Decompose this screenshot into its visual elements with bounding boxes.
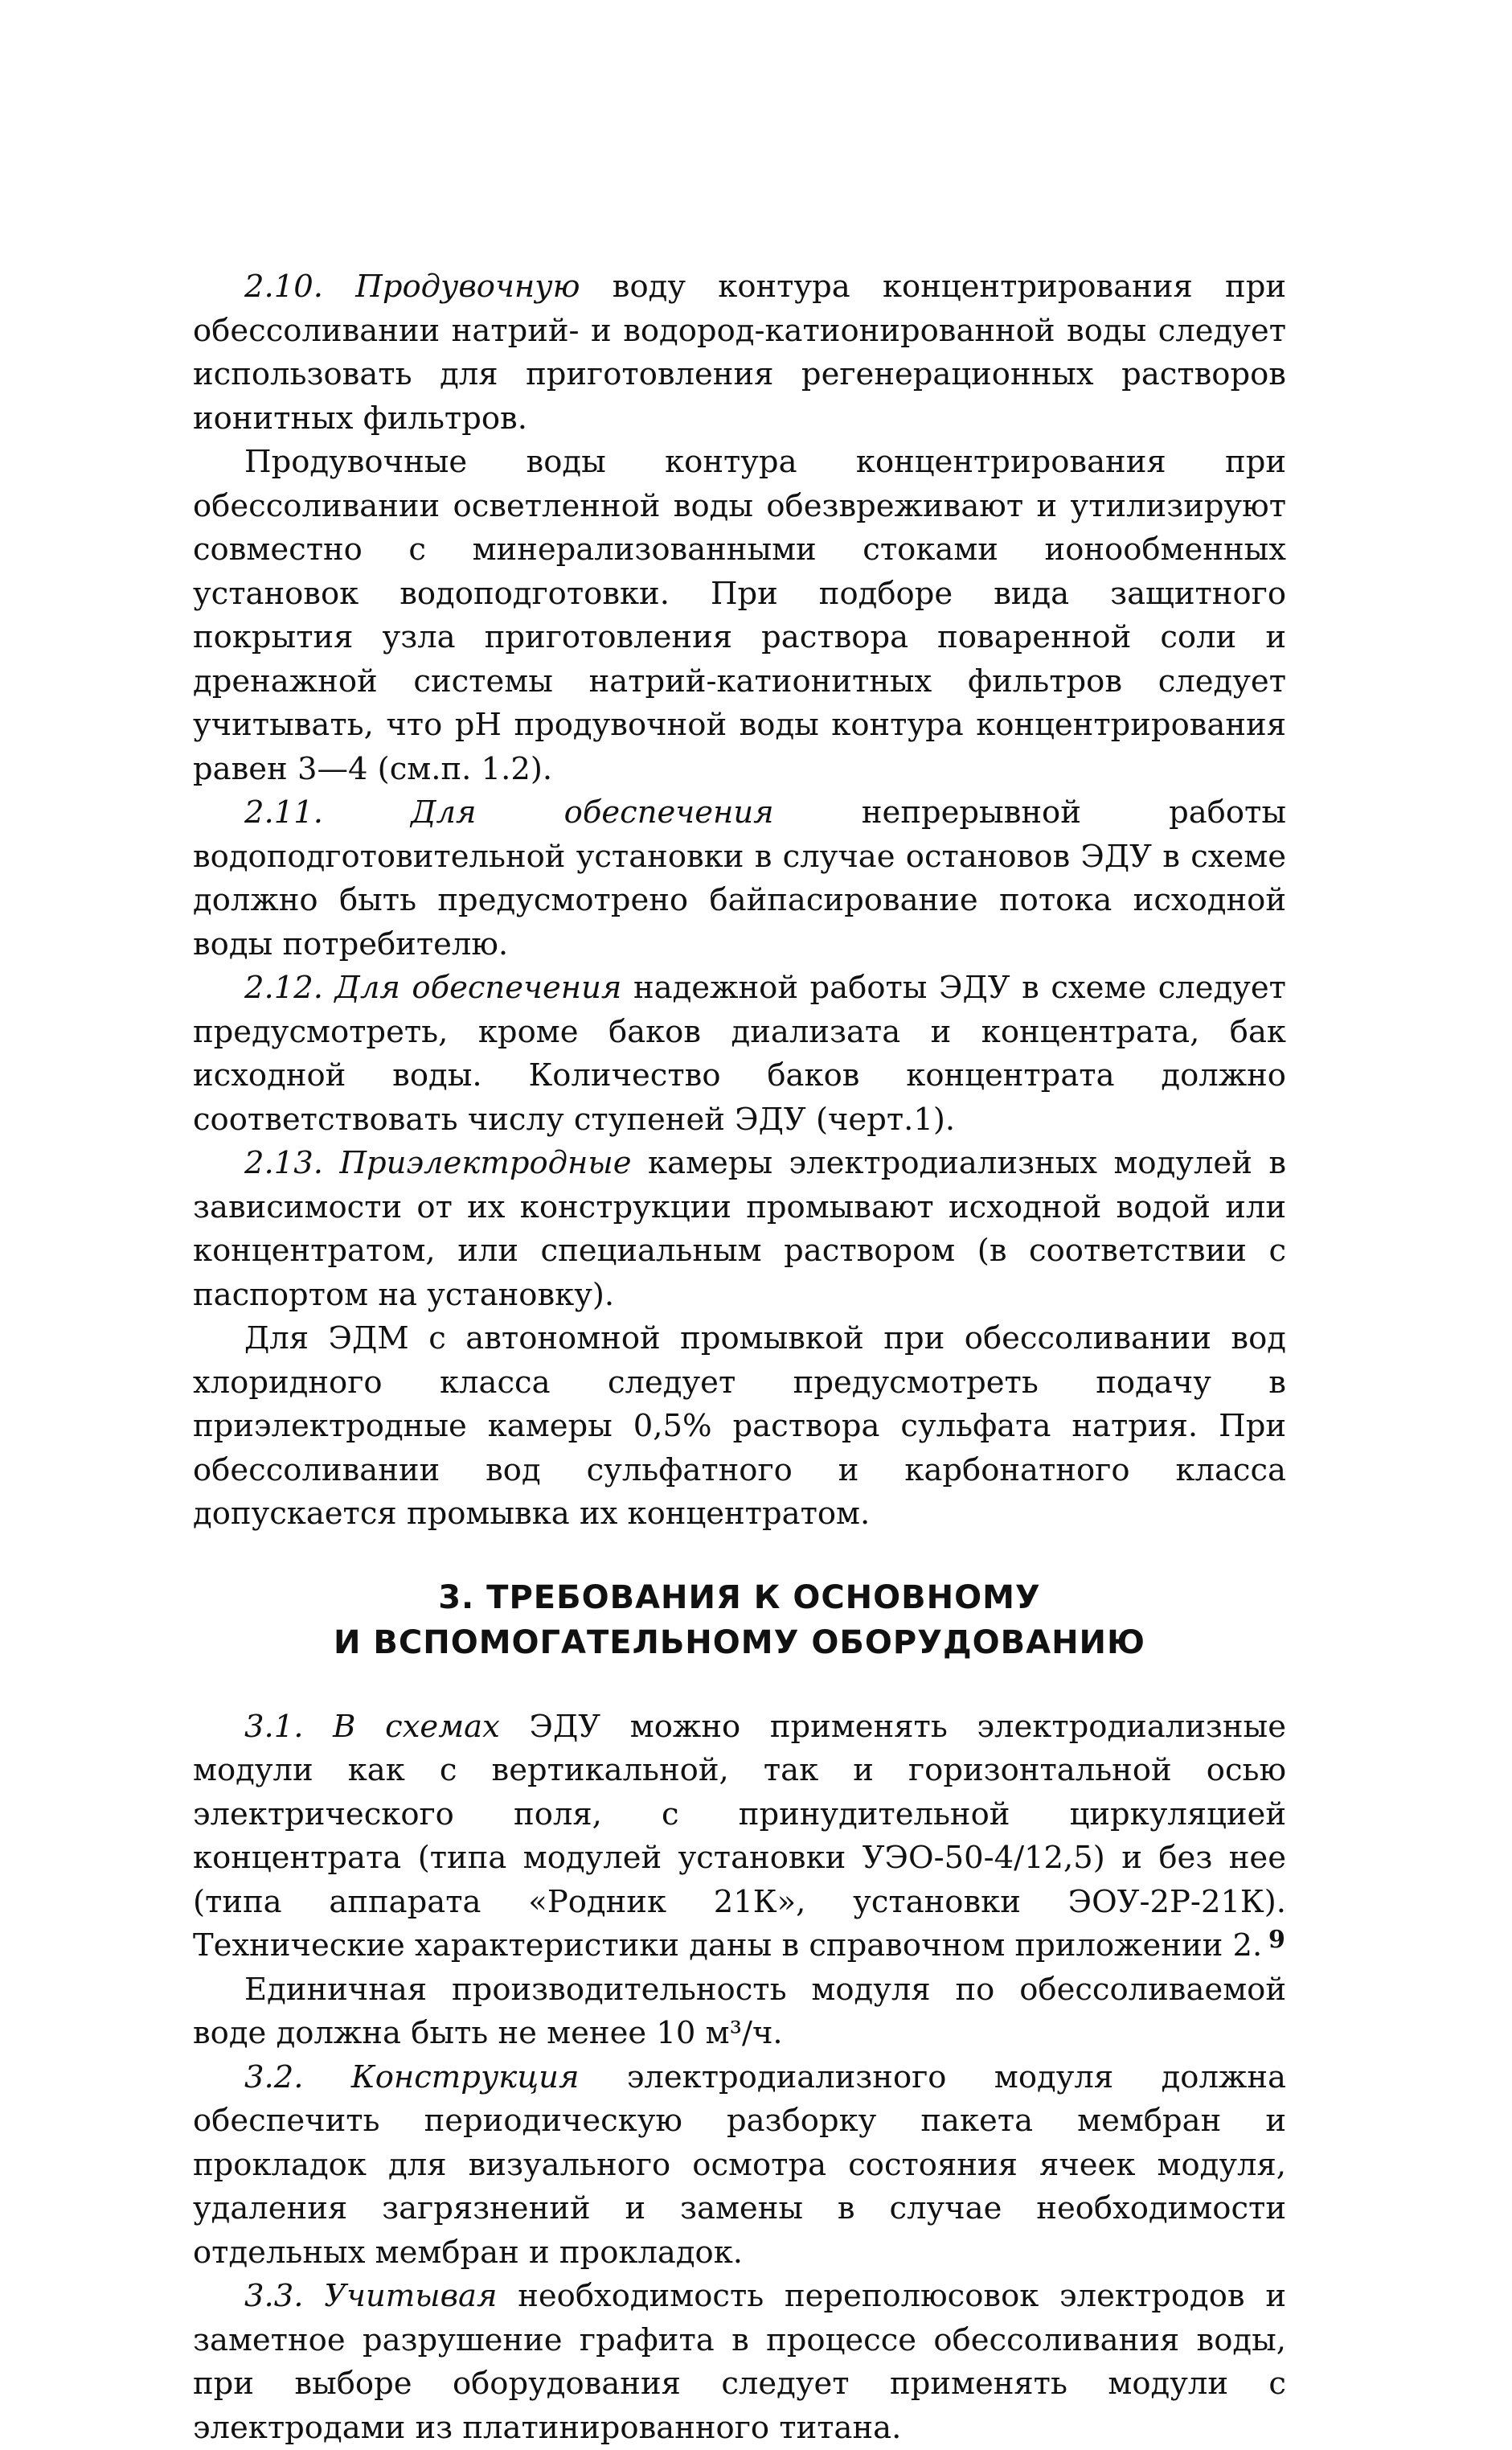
paragraph-2-13-continued xyxy=(193,1317,1286,1537)
clause-text: необходимость переполюсовок электродов и заметное разрушение графита в процессе обессоливания воды, при выборе оборудования следует применять модули с электродами из платинированного титана. xyxy=(193,2278,1286,2446)
clause-text: электродиализного модуля должна обеспечить периодическую разборку пакета мембран и прокладок для визуального осмотра состояния ячеек модуля, удаления загрязнений и замены в случае необходимости отдельных мембран и прокладок. xyxy=(193,2058,1286,2271)
paragraph-3-1 xyxy=(193,1705,1286,1968)
clause-lead: Конструкция xyxy=(350,2058,580,2095)
page-number: 9 xyxy=(1268,1926,1285,1954)
paragraph-3-2 xyxy=(193,2056,1286,2276)
clause-text: надежной работы ЭДУ в схеме следует предусмотреть, кроме баков диализата и концентрата, бак исходной воды. Количество баков концентрата должно соответствовать числу ступеней ЭДУ (черт.1). xyxy=(193,970,1286,1138)
clause-lead: Учитывая xyxy=(324,2278,498,2314)
clause-text: непрерывной работы водоподготовительной установки в случае остановов ЭДУ в схеме должно быть предусмотрено байпасирование потока исходной воды потребителю. xyxy=(193,794,1286,962)
clause-lead: В схемах xyxy=(333,1708,500,1745)
clause-number: 3.1. xyxy=(244,1708,304,1745)
clause-text: Единичная производительность модуля по обессоливаемой воде должна быть не менее 10 м³/ч. xyxy=(193,1971,1286,2051)
clause-lead: Продувочную xyxy=(355,269,580,305)
clause-lead: Для обеспечения xyxy=(334,970,622,1006)
clause-number: 2.10. xyxy=(244,269,323,305)
clause-number: 2.11. xyxy=(244,794,323,831)
paragraph-3-3 xyxy=(193,2275,1286,2450)
paragraph-2-12 xyxy=(193,966,1286,1142)
paragraph-2-13 xyxy=(193,1142,1286,1317)
section-heading-line-1: 3. ТРЕБОВАНИЯ К ОСНОВНОМУ xyxy=(438,1578,1041,1616)
text-column xyxy=(193,265,1286,2450)
clause-number: 2.12. xyxy=(244,970,323,1006)
clause-text: Для ЭДМ с автономной промывкой при обессоливании вод хлоридного класса следует предусмотреть подачу в приэлектродные камеры 0,5% раствора сульфата натрия. При обессоливании вод сульфатного и карбонатного класса допускается промывка их концентратом. xyxy=(193,1320,1286,1532)
clause-text: Продувочные воды контура концентрирования при обессоливании осветленной воды обезвреживают и утилизируют совместно с минерализованными стоками ионообменных установок водоподготовки. При подборе вида защитного покрытия узла приготовления раствора поваренной соли и дренажной системы натрий-катионитных фильтров следует учитывать, что pH продувочной воды контура концентрирования равен 3—4 (см.п. 1.2). xyxy=(193,444,1286,787)
section-heading-line-2: И ВСПОМОГАТЕЛЬНОМУ ОБОРУДОВАНИЮ xyxy=(334,1623,1145,1661)
clause-lead: Приэлектродные xyxy=(339,1145,632,1181)
paragraph-3-1-continued xyxy=(193,1968,1286,2056)
clause-text: ЭДУ можно применять электродиализные модули как с вертикальной, так и горизонтальной осью электрического поля, с принудительной циркуляцией концентрата (типа модулей установки УЭО-50-4/12,5) и без нее (типа аппарата «Родник 21К», установки ЭОУ-2Р-21К). Технические характеристики даны в справочном приложении 2. xyxy=(193,1708,1286,1964)
paragraph-2-11 xyxy=(193,791,1286,966)
paragraph-2-10 xyxy=(193,265,1286,441)
paragraph-2-10-continued xyxy=(193,441,1286,791)
clause-text: воду контура концентрирования при обессоливании натрий- и водород-катионированной воды следует использовать для приготовления регенерационных растворов ионитных фильтров. xyxy=(193,269,1286,437)
clause-number: 2.13. xyxy=(244,1145,323,1181)
clause-number: 3.3. xyxy=(244,2278,304,2314)
clause-lead: Для обеспечения xyxy=(411,794,774,831)
section-heading xyxy=(193,1575,1286,1665)
clause-number: 3.2. xyxy=(244,2058,304,2095)
clause-text: камеры электродиализных модулей в зависимости от их конструкции промывают исходной водой или концентратом, или специальным раствором (в соответствии с паспортом на установку). xyxy=(193,1145,1286,1313)
